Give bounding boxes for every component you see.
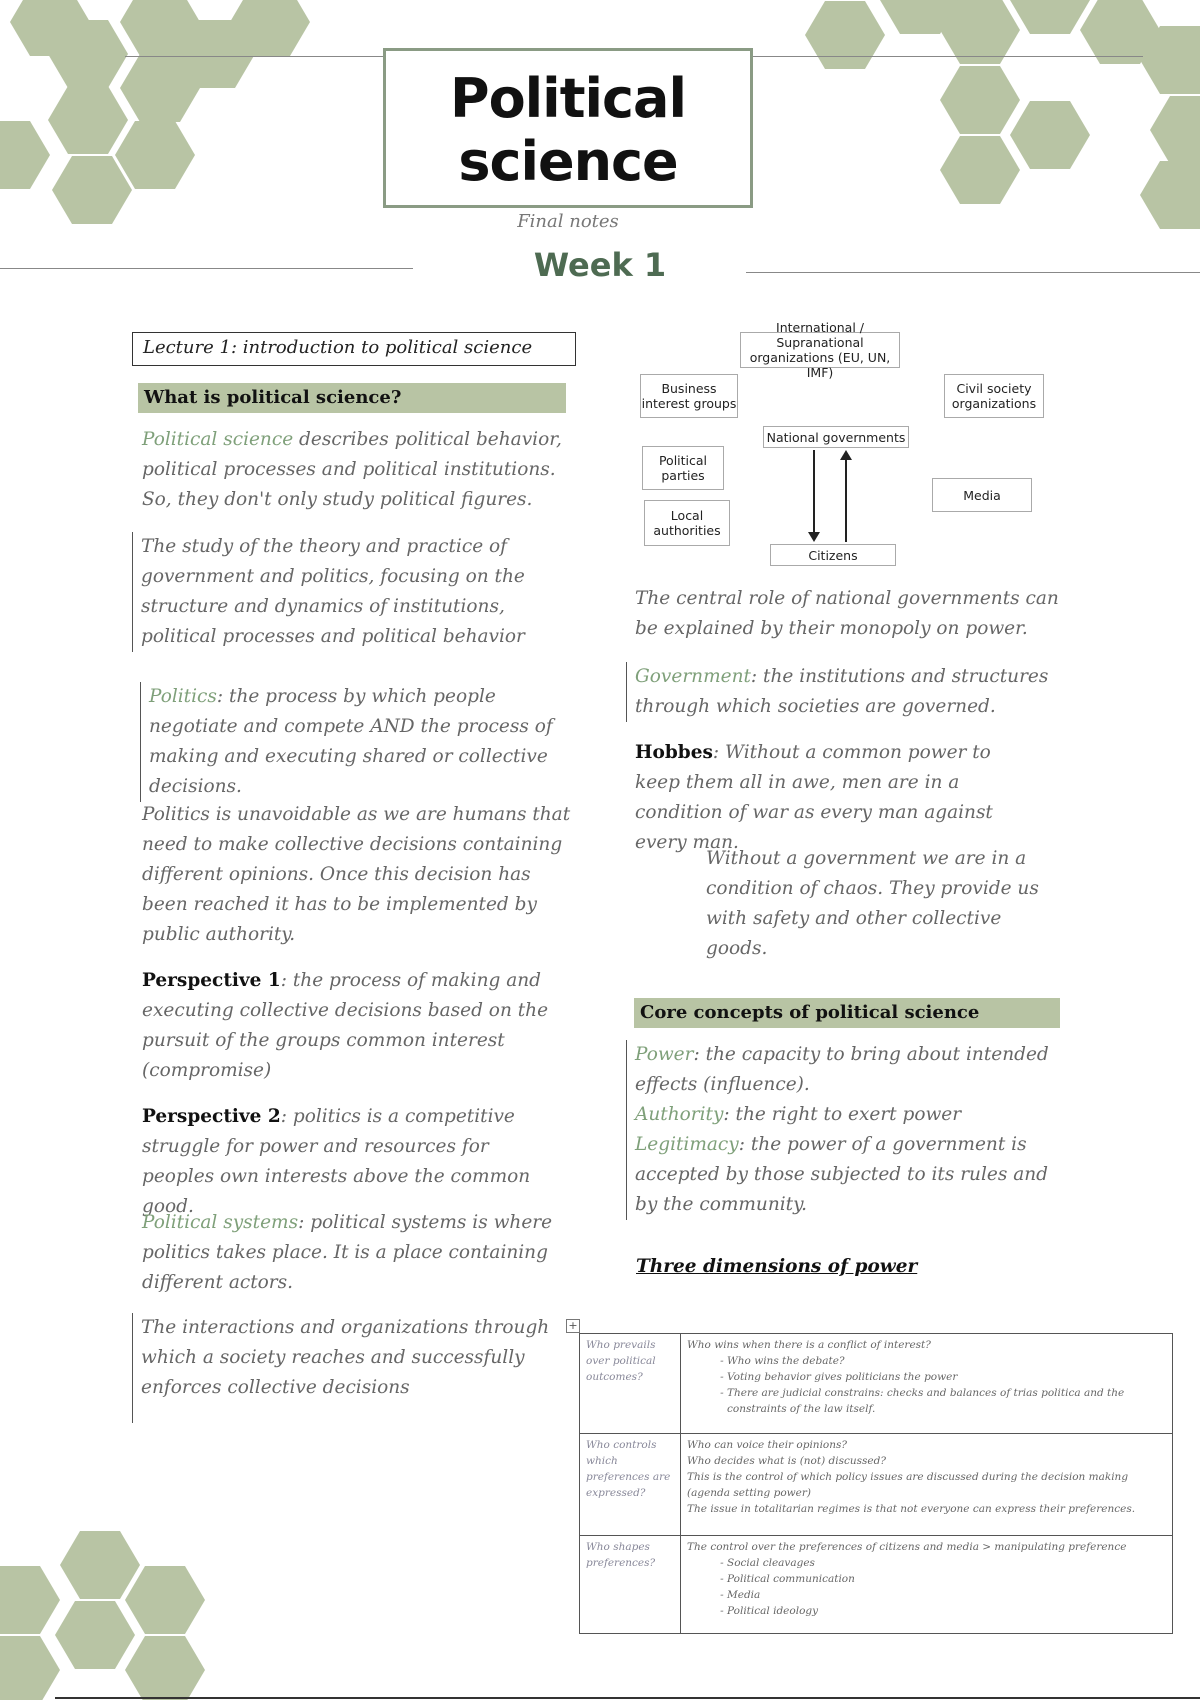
- heading-three-dimensions: Three dimensions of power: [636, 1256, 918, 1277]
- list-item: - Social cleavages: [727, 1555, 1166, 1571]
- section-heading-core-concepts: Core concepts of political science: [634, 998, 1060, 1028]
- hexagon-decoration-top-left: [0, 0, 340, 240]
- paragraph-text: Without a government we are in a condition of chaos. They provide us with safety and other collective goods.: [706, 848, 1039, 959]
- paragraph-politics: [140, 682, 579, 802]
- paragraph-hobbes: [635, 738, 1035, 858]
- paragraph-without-government: [706, 844, 1066, 964]
- page-title: Political science: [450, 67, 686, 193]
- term-perspective-2: Perspective 2: [142, 1106, 281, 1127]
- paragraph-text: : the institutions and structures through which societies are governed.: [635, 666, 1049, 717]
- section-heading-what-is: What is political science?: [138, 383, 566, 413]
- paragraph-text: : the process of making and executing collective decisions based on the pursuit of the groups common interest (compromise): [142, 970, 549, 1081]
- lecture-title: Lecture 1: introduction to political science: [132, 332, 576, 366]
- paragraph-text: : the right to exert power: [723, 1104, 962, 1125]
- paragraph-interactions: [132, 1313, 571, 1423]
- paragraph-text: The interactions and organizations through which a society reaches and successfully enforces collective decisions: [141, 1317, 550, 1398]
- diagram-box-national-governments: National governments: [763, 426, 909, 448]
- footer-rule: [55, 1697, 1200, 1699]
- table-cell-question: Who controls which preferences are expressed?: [580, 1434, 681, 1536]
- table-line: The issue in totalitarian regimes is that not everyone can express their preferences.: [687, 1503, 1136, 1515]
- list-item: - Who wins the debate?: [727, 1353, 1166, 1369]
- header-rule-right: [753, 56, 1143, 57]
- table-line: This is the control of which policy issues are discussed during the decision making (agenda setting power): [687, 1471, 1129, 1499]
- three-dimensions-table: [579, 1333, 1173, 1634]
- paragraph-perspective-1: [142, 966, 552, 1086]
- paragraph-government: [626, 662, 1075, 722]
- table-cell-question: Who prevails over political outcomes?: [580, 1334, 681, 1434]
- paragraph-central-role: [635, 584, 1065, 644]
- diagram-box-international: International / Supranational organizations (EU, UN, IMF): [740, 332, 900, 368]
- diagram-box-business: Business interest groups: [640, 374, 738, 418]
- paragraph-core-concepts: [626, 1040, 1075, 1220]
- term-authority: Authority: [635, 1104, 724, 1125]
- term-government: Government: [635, 666, 751, 687]
- paragraph-text: : the capacity to bring about intended effects (influence).: [635, 1044, 1049, 1095]
- diagram-box-citizens: Citizens: [770, 544, 896, 566]
- paragraph-perspective-2: [142, 1102, 552, 1222]
- term-legitimacy: Legitimacy: [635, 1134, 739, 1155]
- table-line: Who wins when there is a conflict of interest?: [687, 1339, 931, 1351]
- paragraph-text: : the process by which people negotiate and compete AND the process of making and executing shared or collective decisions.: [149, 686, 553, 797]
- table-cell-answer: [681, 1434, 1173, 1536]
- list-item: - Media: [727, 1587, 1166, 1603]
- table-line: The control over the preferences of citizens and media > manipulating preference: [687, 1541, 1127, 1553]
- table-row: [580, 1536, 1173, 1634]
- week-heading: Week 1: [533, 246, 667, 284]
- list-item: - Political ideology: [727, 1603, 1166, 1619]
- term-political-science: Political science: [142, 429, 294, 450]
- paragraph-text: The study of the theory and practice of government and politics, focusing on the structure and dynamics of institutions, political processes and political behavior: [141, 536, 525, 647]
- table-cell-answer: [681, 1536, 1173, 1634]
- list-item: - Political communication: [727, 1571, 1166, 1587]
- table-line: Who can voice their opinions?: [687, 1439, 848, 1451]
- paragraph-definition-study: [132, 532, 561, 652]
- term-perspective-1: Perspective 1: [142, 970, 281, 991]
- actors-diagram: [636, 320, 1056, 572]
- term-political-systems: Political systems: [142, 1212, 299, 1233]
- hexagon-decoration-top-right: [800, 0, 1200, 240]
- term-politics: Politics: [149, 686, 217, 707]
- page-subtitle: Final notes: [517, 211, 619, 232]
- paragraph-text: The central role of national governments can be explained by their monopoly on power.: [635, 588, 1059, 639]
- paragraph-text: : Without a common power to keep them all in awe, men are in a condition of war as every man against every man.: [635, 742, 993, 853]
- paragraph-text: : politics is a competitive struggle for power and resources for peoples own interests above the common good.: [142, 1106, 531, 1217]
- header-rule-left: [125, 56, 383, 57]
- table-cell-question: Who shapes preferences?: [580, 1536, 681, 1634]
- list-item: - There are judicial constrains: checks and balances of trias politica and the constraints of the law itself.: [727, 1385, 1166, 1417]
- table-list: [687, 1353, 1166, 1417]
- diagram-box-civil-society: Civil society organizations: [944, 374, 1044, 418]
- paragraph-text: describes political behavior, political processes and political institutions. So, they don't only study political figures.: [142, 429, 562, 510]
- title-box: [383, 48, 753, 232]
- table-list: [687, 1555, 1166, 1619]
- table-cell-answer: [681, 1334, 1173, 1434]
- diagram-box-media: Media: [932, 478, 1032, 512]
- table-row: [580, 1434, 1173, 1536]
- term-power: Power: [635, 1044, 694, 1065]
- paragraph-politics-unavoidable: [142, 800, 572, 950]
- table-line: Who decides what is (not) discussed?: [687, 1455, 886, 1467]
- hexagon-decoration-bottom-left: [0, 1520, 230, 1700]
- table-row: [580, 1334, 1173, 1434]
- list-item: - Voting behavior gives politicians the power: [727, 1369, 1166, 1385]
- paragraph-political-science: [142, 425, 572, 515]
- paragraph-text: : the power of a government is accepted by those subjected to its rules and by the community.: [635, 1134, 1048, 1215]
- diagram-box-local-authorities: Local authorities: [644, 500, 730, 546]
- paragraph-text: : political systems is where politics takes place. It is a place containing different actors.: [142, 1212, 553, 1293]
- diagram-arrows: [636, 328, 1056, 572]
- paragraph-text: Politics is unavoidable as we are humans that need to make collective decisions containing different opinions. Once this decision has been reached it has to be implemented by public authority.: [142, 804, 571, 945]
- diagram-box-political-parties: Political parties: [642, 446, 724, 490]
- paragraph-political-systems: [142, 1208, 562, 1298]
- table-move-handle[interactable]: +: [566, 1319, 580, 1333]
- term-hobbes: Hobbes: [635, 742, 713, 763]
